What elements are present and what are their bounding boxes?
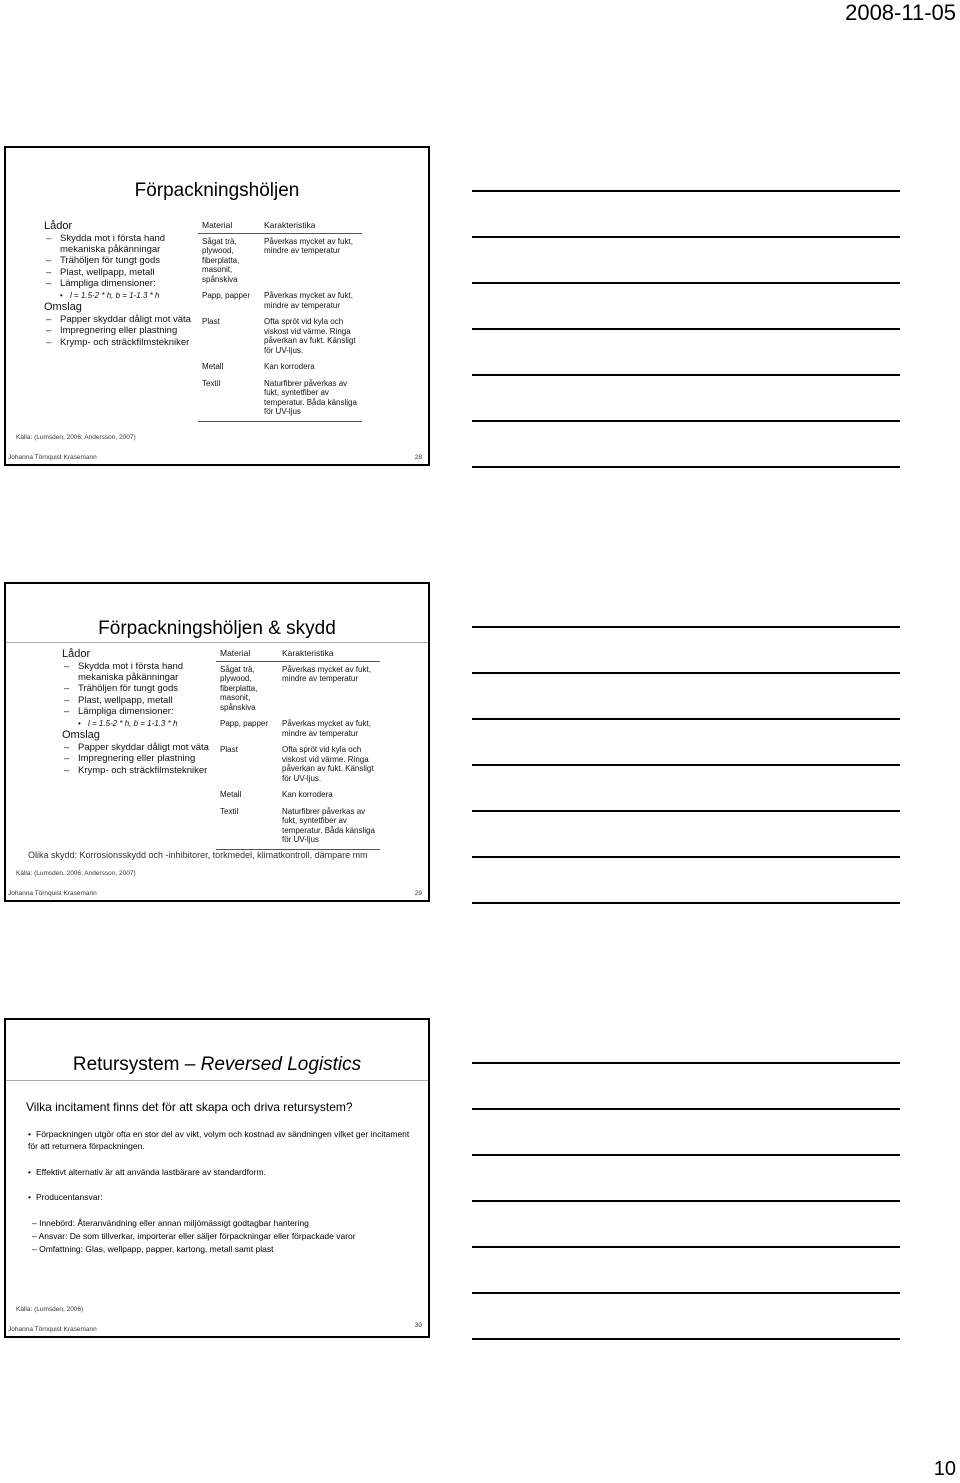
title-dash: – xyxy=(179,1054,201,1075)
list-item: – Papper skyddar dåligt mot väta xyxy=(62,743,212,754)
lador-heading: Lådor xyxy=(44,220,73,232)
title-italic: Reversed Logistics xyxy=(200,1054,362,1075)
table-header: Karakteristika xyxy=(278,648,380,661)
source-note: Källa: (Lumsden, 2006) xyxy=(16,1306,84,1313)
table-header: Material xyxy=(216,648,278,661)
dimension-formula: • l = 1.5-2 * h, b = 1-1.3 * h xyxy=(44,291,194,301)
list-item: – Skydda mot i första hand mekaniska påkänningar xyxy=(44,234,194,255)
table-cell: Papp, papper xyxy=(202,291,251,300)
list-item: – Plast, wellpapp, metall xyxy=(62,696,212,707)
list-item: – Krymp- och sträckfilmstekniker xyxy=(44,338,194,349)
table-cell: Naturfibrer påverkas av fukt, syntetfiber av temperatur. Båda känsliga för UV-ljus xyxy=(278,804,380,850)
list-item: – Trähöljen för tungt gods xyxy=(44,256,194,267)
list-item: – Impregnering eller plastning xyxy=(44,326,194,337)
packaging-figure xyxy=(62,648,412,843)
bullet-item: • Förpackningen utgör ofta en stor del av vikt, volym och kostnad av sändningen vilket ger incitament för att returnera förpackningen. xyxy=(28,1129,410,1151)
note-line xyxy=(472,856,900,858)
note-line xyxy=(472,236,900,238)
note-line xyxy=(472,374,900,376)
table-cell: Plast xyxy=(220,745,238,754)
page-number: 10 xyxy=(933,1458,956,1480)
table-cell: Naturfibrer påverkas av fukt, syntetfiber av temperatur. Båda känsliga för UV-ljus xyxy=(260,376,362,422)
dash-item: – Ansvar: De som tillverkar, importerar eller säljer förpackningar eller förpackade varor xyxy=(32,1231,356,1241)
table-cell: Påverkas mycket av fukt, mindre av temperatur xyxy=(264,236,353,255)
list-item: – Skydda mot i första hand mekaniska påkänningar xyxy=(62,662,212,683)
dash-item: – Omfattning: Glas, wellpapp, papper, kartong, metall samt plast xyxy=(32,1244,274,1254)
figure-left-list xyxy=(44,220,194,349)
lador-heading: Lådor xyxy=(62,648,91,660)
slide-29 xyxy=(4,582,430,902)
table-row xyxy=(216,716,380,742)
table-row xyxy=(216,742,380,787)
note-line xyxy=(472,902,900,904)
note-line xyxy=(472,466,900,468)
note-line xyxy=(472,672,900,674)
list-item: – Krymp- och sträckfilmstekniker xyxy=(62,766,212,777)
author: Johanna Törnquist Krasemann xyxy=(8,890,97,897)
table-row xyxy=(198,288,362,314)
notes-area xyxy=(472,0,900,1483)
slide-title xyxy=(6,1054,428,1076)
list-item: – Lämpliga dimensioner: xyxy=(44,279,194,290)
table-row xyxy=(198,233,362,288)
table-cell: Sågat trä, plywood, fiberplatta, masonit, spånskiva xyxy=(220,664,258,712)
slide-28 xyxy=(4,146,430,466)
material-table xyxy=(216,648,380,850)
bullet-text: Producentansvar: xyxy=(36,1192,103,1202)
slide-title: Förpackningshöljen xyxy=(134,180,300,201)
table-cell: Papp, papper xyxy=(220,719,269,728)
slide-title: Förpackningshöljen & skydd xyxy=(98,618,336,639)
bullet-text: Effektivt alternativ är att använda lastbärare av standardform. xyxy=(36,1167,266,1177)
author: Johanna Törnquist Krasemann xyxy=(8,1326,97,1333)
page-date: 2008-11-05 xyxy=(845,0,956,25)
note-line xyxy=(472,810,900,812)
title-main: Retursystem xyxy=(72,1054,180,1075)
title-divider xyxy=(6,1080,428,1081)
list-item: – Papper skyddar dåligt mot väta xyxy=(44,315,194,326)
table-cell: Plast xyxy=(202,317,220,326)
list-item: – Trähöljen för tungt gods xyxy=(62,684,212,695)
note-line xyxy=(472,1338,900,1340)
table-cell: Kan korrodera xyxy=(282,790,333,799)
note-line xyxy=(472,718,900,720)
list-item: – Lämpliga dimensioner: xyxy=(62,707,212,718)
note-line xyxy=(472,1200,900,1202)
packaging-figure xyxy=(44,220,414,420)
material-table xyxy=(198,220,362,422)
table-row xyxy=(216,787,380,804)
table-row xyxy=(198,359,362,376)
bullet-text: Förpackningen utgör ofta en stor del av vikt, volym och kostnad av sändningen vilket ger incitament för att returnera förpackningen. xyxy=(28,1129,410,1151)
note-line xyxy=(472,1154,900,1156)
protection-note: Olika skydd: Korrosionsskydd och -inhibitorer, torkmedel, klimatkontroll, dämpare mm xyxy=(28,850,368,860)
table-row xyxy=(216,661,380,716)
table-row xyxy=(198,314,362,359)
slide-30 xyxy=(4,1018,430,1338)
note-line xyxy=(472,420,900,422)
table-cell: Påverkas mycket av fukt, mindre av temperatur xyxy=(282,664,371,683)
table-cell: Påverkas mycket av fukt, mindre av temperatur xyxy=(264,291,353,310)
slide-number: 28 xyxy=(414,454,422,461)
omslag-heading: Omslag xyxy=(44,300,82,313)
note-line xyxy=(472,190,900,192)
bullet-item: • Effektivt alternativ är att använda lastbärare av standardform. xyxy=(28,1167,266,1177)
table-row xyxy=(198,376,362,422)
dimension-formula: • l = 1.5-2 * h, b = 1-1.3 * h xyxy=(62,719,212,729)
table-cell: Metall xyxy=(220,790,242,799)
question: Vilka incitament finns det för att skapa och driva retursystem? xyxy=(26,1100,353,1114)
table-cell: Kan korrodera xyxy=(264,362,315,371)
slide-number: 30 xyxy=(414,1322,422,1329)
note-line xyxy=(472,1246,900,1248)
list-item: – Plast, wellpapp, metall xyxy=(44,268,194,279)
table-header: Karakteristika xyxy=(260,220,362,233)
note-line xyxy=(472,1292,900,1294)
bullet-item: • Producentansvar: xyxy=(28,1192,103,1202)
author: Johanna Törnquist Krasemann xyxy=(8,454,97,461)
note-line xyxy=(472,626,900,628)
table-cell: Påverkas mycket av fukt, mindre av temperatur xyxy=(282,719,371,738)
note-line xyxy=(472,328,900,330)
slide-number: 29 xyxy=(414,890,422,897)
source-note: Källa: (Lumsden, 2006; Andersson, 2007) xyxy=(16,434,136,441)
note-line xyxy=(472,764,900,766)
figure-left-list xyxy=(62,648,212,777)
list-item: – Impregnering eller plastning xyxy=(62,754,212,765)
table-cell: Ofta spröt vid kyla och viskost vid värme. Ringa påverkan av fukt. Känsligt för UV-ljus. xyxy=(264,317,356,355)
title-divider xyxy=(6,642,428,643)
table-cell: Textil xyxy=(216,804,278,850)
note-line xyxy=(472,1108,900,1110)
omslag-heading: Omslag xyxy=(62,728,100,741)
table-row xyxy=(216,804,380,850)
dash-item: – Innebörd: Återanvändning eller annan miljömässigt godtagbar hantering xyxy=(32,1218,309,1228)
table-cell: Sågat trä, plywood, fiberplatta, masonit, spånskiva xyxy=(202,236,240,284)
table-cell: Metall xyxy=(202,362,224,371)
table-cell: Textil xyxy=(198,376,260,422)
table-cell: Ofta spröt vid kyla och viskost vid värme. Ringa påverkan av fukt. Känsligt för UV-ljus. xyxy=(282,745,374,783)
note-line xyxy=(472,282,900,284)
note-line xyxy=(472,1062,900,1064)
source-note: Källa: (Lumsden, 2006; Andersson, 2007) xyxy=(16,870,136,877)
table-header: Material xyxy=(198,220,260,233)
